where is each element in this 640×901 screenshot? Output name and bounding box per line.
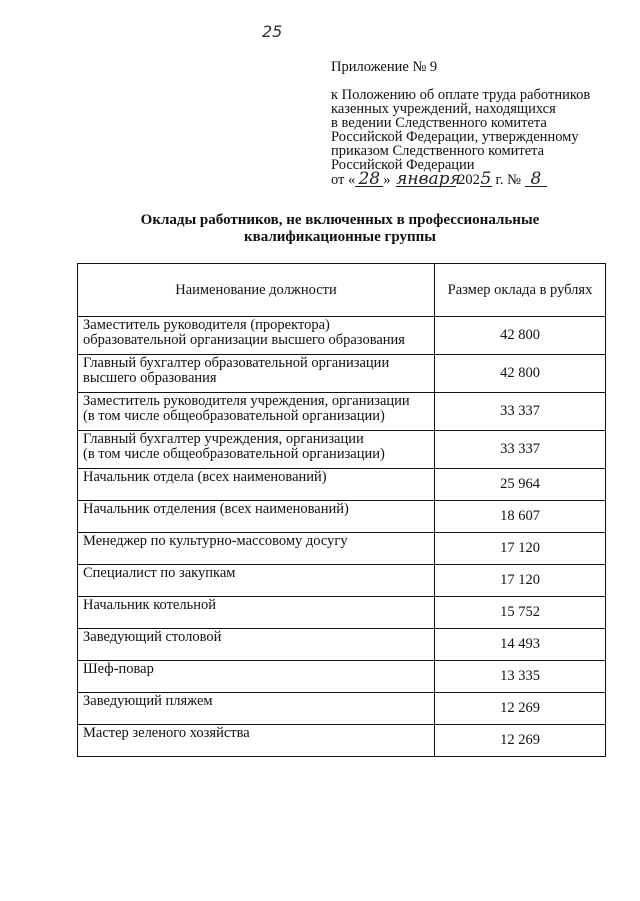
table-row: [78, 661, 606, 693]
table-row: [78, 501, 606, 533]
column-header-salary: Размер оклада в рублях: [435, 264, 606, 317]
position-text: (в том числе общеобразовательной организации): [83, 408, 385, 424]
salary-cell: 42 800: [435, 355, 606, 393]
annex-line: к Положению об оплате труда работников: [331, 87, 591, 103]
table-row: [78, 533, 606, 565]
table-row: [78, 693, 606, 725]
salary-table: [77, 263, 606, 757]
position-cell: Начальник отделения (всех наименований): [78, 501, 435, 533]
order-date-line: [331, 169, 621, 189]
position-cell: [78, 393, 435, 431]
salary-cell: 14 493: [435, 629, 606, 661]
annex-line: Российской Федерации: [331, 157, 475, 173]
page-number: 25: [262, 22, 283, 41]
salary-cell: 12 269: [435, 725, 606, 757]
salary-cell: 17 120: [435, 565, 606, 597]
position-text: Заместитель руководителя учреждения, организации: [83, 393, 410, 409]
salary-cell: 15 752: [435, 597, 606, 629]
handwritten-day: 28: [355, 172, 383, 187]
heading-line: квалификационные группы: [243, 229, 436, 245]
salary-cell: 33 337: [435, 431, 606, 469]
annex-block: [331, 60, 621, 187]
position-cell: Специалист по закупкам: [78, 565, 435, 597]
table-row: [78, 725, 606, 757]
date-mid: »: [383, 172, 391, 188]
position-cell: [78, 431, 435, 469]
position-cell: Заведующий пляжем: [78, 693, 435, 725]
position-cell: Заведующий столовой: [78, 629, 435, 661]
date-prefix: от «: [331, 172, 356, 188]
handwritten-year-digit: 5: [480, 169, 492, 189]
position-text: (в том числе общеобразовательной организации): [83, 446, 385, 462]
annex-line: Российской Федерации, утвержденному: [331, 129, 579, 145]
heading-line: Оклады работников, не включенных в профессиональные: [140, 212, 540, 228]
table-row: [78, 355, 606, 393]
salary-cell: 25 964: [435, 469, 606, 501]
position-text: Заместитель руководителя (проректора): [83, 317, 330, 333]
position-cell: Начальник котельной: [78, 597, 435, 629]
position-text: Главный бухгалтер учреждения, организации: [83, 431, 364, 447]
table-row: [78, 597, 606, 629]
date-year: 202: [458, 172, 480, 188]
position-cell: [78, 355, 435, 393]
date-suffix: г. №: [495, 172, 521, 188]
position-text: высшего образования: [83, 370, 217, 386]
column-header-position: Наименование должности: [78, 264, 435, 317]
salary-cell: 12 269: [435, 693, 606, 725]
salary-cell: 33 337: [435, 393, 606, 431]
annex-line: в ведении Следственного комитета: [331, 115, 547, 131]
annex-line: казенных учреждений, находящихся: [331, 101, 556, 117]
table-row: [78, 629, 606, 661]
position-cell: Менеджер по культурно-массовому досугу: [78, 533, 435, 565]
position-cell: Мастер зеленого хозяйства: [78, 725, 435, 757]
salary-cell: 42 800: [435, 317, 606, 355]
position-cell: Шеф-повар: [78, 661, 435, 693]
table-row: [78, 469, 606, 501]
salary-cell: 17 120: [435, 533, 606, 565]
table-row: [78, 565, 606, 597]
annex-line: приказом Следственного комитета: [331, 143, 545, 159]
position-cell: Начальник отдела (всех наименований): [78, 469, 435, 501]
annex-title: Приложение № 9: [331, 59, 438, 75]
table-header-row: [78, 264, 606, 317]
position-cell: [78, 317, 435, 355]
salary-cell: 13 335: [435, 661, 606, 693]
salary-cell: 18 607: [435, 501, 606, 533]
position-text: Главный бухгалтер образовательной организации: [83, 355, 390, 371]
table-row: [78, 317, 606, 355]
position-text: образовательной организации высшего образования: [83, 332, 405, 348]
table-row: [78, 431, 606, 469]
document-heading: [80, 212, 600, 246]
handwritten-month: января: [396, 169, 461, 189]
handwritten-order-number: 8: [525, 172, 547, 187]
table-row: [78, 393, 606, 431]
